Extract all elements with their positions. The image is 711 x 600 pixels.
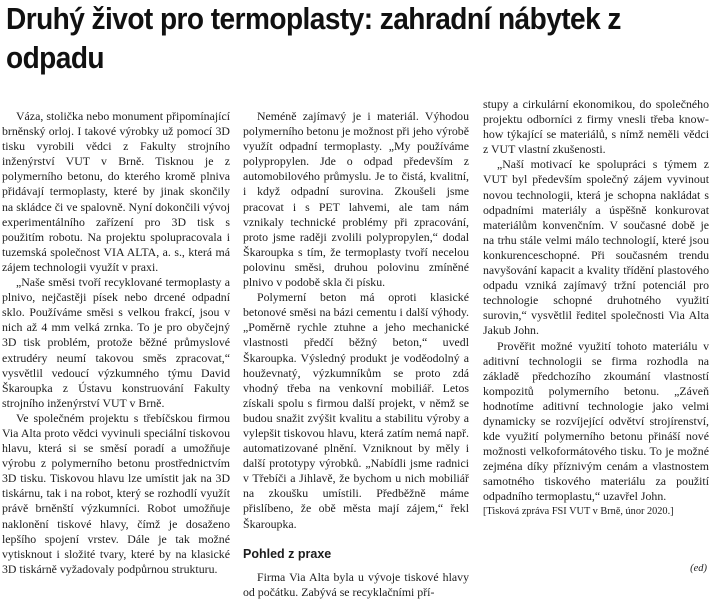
article-column-1 <box>2 109 230 577</box>
paragraph-continued: stupy a cirkulární ekonomikou, do společného projektu odborníci z firmy vnesli třeba know-how týkající se materiálů, s nímž neměli vědci z VUT vlastní zkušenosti. <box>483 97 709 157</box>
section-subheading: Pohled z praxe <box>243 546 332 561</box>
paragraph: Prověřit možné využití tohoto materiálu v aditivní technologii se firma rozhodla na základě předchozího zkoumání vlastností kompozitů polymerního betonu. „Záveň hodnotíme aditivní technologie jako velmi dynamicky se rozvíjející odvětví strojírenství, kde využití polymerního betonu přináší nové možnosti velkoformátového tisku. To je možné zejména díky příznivým cenám a vlastnostem samotného tiskového materiálu za použití odpadního termoplastu,“ uzavřel John. <box>483 338 709 504</box>
article-column-2 <box>243 109 469 600</box>
author-signature: (ed) <box>690 563 707 574</box>
paragraph: „Naše směsi tvoří recyklované termoplasty a plnivo, nejčastěji písek nebo drcené odpadní sklo. Používáme směsi s velkou frakcí, jsou v nich až 4 mm velká zrnka. To je pro obyčejný 3D tisk problém, protože běžné průmyslové extrudéry neumí takovou směs zpracovat,“ vysvětlil vedoucí výzkumného týmu David Škaroupka z Ústavu konstruování Fakulty strojního inženýrství VUT v Brně. <box>2 275 230 410</box>
article-title: Druhý život pro termoplasty: zahradní nábytek z odpadu <box>6 2 621 75</box>
source-citation: [Tisková zpráva FSI VUT v Brně, únor 2020.] <box>483 505 674 517</box>
paragraph: Váza, stolička nebo monument připomínající brněnský orloj. I takové výrobky už pomocí 3D tisku vyrobili vědci z Fakulty strojního inženýrství VUT v Brně. Tisknou je z polymerního betonu, do kterého kromě plniva přidávají termoplasty, které by jinak skončily na skládce či ve spalovně. Nyní dokončili vývoj experimentálního zařízení pro 3D tisk s použitím robotu. Na projektu spolupracovala i tuzemská společnost VIA ALTA, a. s., která má zájem technologii využít v praxi. <box>2 109 230 274</box>
paragraph: „Naší motivací ke spolupráci s týmem z VUT byl především společný zájem vyvinout novou technologii, která je schopna nakládat s odpadními materiály a úspěšně konkurovat materiálům konvenčním. V současné době je na trhu stále velmi málo technologií, které jsou konkurenceschopné. Při současném trendu navyšování kapacit a kvality třídění plastového odpadu vzniká zajímavý tržní potenciál pro technologie schopné druhotného využití surovin,“ vysvětlil ředitel společnosti Via Alta Jakub John. <box>483 157 709 338</box>
paragraph: Firma Via Alta byla u vývoje tiskové hlavy od počátku. Zabývá se recyklačními pří- <box>243 569 469 599</box>
article-column-3 <box>483 97 709 519</box>
paragraph: Polymerní beton má oproti klasické betonové směsi na bázi cementu i další výhody. „Poměrně rychle ztuhne a jeho mechanické vlastnosti předčí běžný beton,“ uvedl Škaroupka. Výsledný produkt je voděodolný a houževnatý, výzkumníkům se proto zdá vhodný třeba na venkovní mobiliář. Letos získali spolu s firmou další projekt, v němž se budou snažit zvýšit kvalitu a stabilitu výroby a vylepšit tiskovou hlavu, která zatím nemá např. automatizované plnění. Vzniknout by měly i další prototypy výrobků. „Nabídli jsme radnici v Třebíči a Jihlavě, že bychom u nich mobiliář na zkoušku umístili. Předběžně máme přislíbeno, že obě města mají zájem,“ řekl Škaroupka. <box>243 290 469 531</box>
paragraph: Neméně zajímavý je i materiál. Výhodou polymerního betonu je možnost při jeho výrobě využít odpadní termoplasty. „My používáme polypropylen. Jde o odpad především z automobilového průmyslu. Je to čistá, kvalitní, i když odpadní surovina. Zkoušeli jsme pracovat i s PET lahvemi, ale tam nám vznikaly technické problémy při zpracování, proto jsme raději zvolili polypropylen,“ dodal Škaroupka s tím, že termoplasty tvoří necelou polovinu směsi, druhou polovinu zmíněné plnivo v podobě skla či písku. <box>243 109 469 290</box>
paragraph: Ve společném projektu s třebíčskou firmou Via Alta proto vědci vyvinuli speciální tiskovou hlavu, která si se směsí poradí a umožňuje výrobu z polymerního betonu prostřednictvím 3D tisku. Tiskovou hlavu lze umístit jak na 3D tiskárnu, tak i na robot, který se rozhodlí využít právě brněnští výzkumníci. Robot umožňuje naklonění tiskové hlavy, čímž je dosaženo lepšího spojení vrstev. Dále je tak možné vytisknout i složité tvary, které by na klasické 3D tiskárně vyžadovaly podpůrnou strukturu. <box>2 410 230 576</box>
